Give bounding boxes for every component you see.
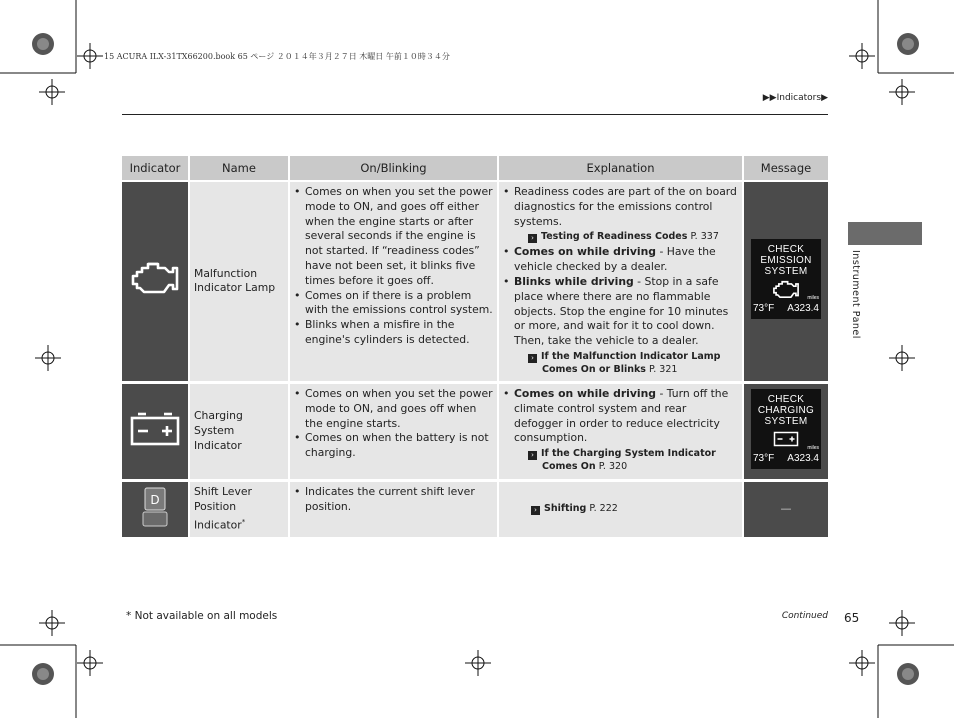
indicator-cell: [122, 384, 190, 482]
explanation-cell: [499, 482, 744, 540]
odometer-readout: A323.4: [787, 303, 819, 315]
message-none: —: [780, 502, 792, 516]
breadcrumb-label: Indicators: [776, 93, 822, 103]
battery-icon: [773, 429, 799, 447]
reference-title: If the Malfunction Indicator Lamp Comes On or Blinks: [541, 350, 721, 375]
temperature-readout: 73°F: [753, 453, 775, 465]
explanation-bold: Comes on while driving: [514, 245, 657, 259]
indicator-cell: [122, 482, 190, 540]
message-line: EMISSION: [760, 255, 812, 267]
continued-label: Continued: [781, 611, 828, 621]
col-header-message: Message: [744, 156, 828, 182]
odometer-unit: miles: [807, 445, 819, 452]
explanation-text: - Have the vehicle checked by a dealer.: [514, 245, 716, 274]
reference-arrow-icon: ›: [531, 506, 540, 515]
list-item: • Indicates the current shift lever position.: [304, 485, 493, 515]
on-blinking-cell: [290, 384, 499, 482]
list-item: [513, 387, 738, 473]
reference-title: Testing of Readiness Codes: [541, 231, 688, 243]
table-header-row: [122, 156, 828, 182]
explanation-bold: Blinks while driving: [514, 274, 634, 288]
svg-text:D: D: [150, 493, 160, 508]
page-number: 65: [844, 611, 860, 625]
list-item: • Comes on if there is a problem with the emissions control system.: [304, 289, 493, 319]
temperature-readout: 73°F: [753, 303, 775, 315]
explanation-cell: [499, 384, 744, 482]
message-display: [751, 239, 821, 319]
indicator-name: Malfunction Indicator Lamp: [194, 266, 276, 295]
odometer-unit: miles: [807, 295, 819, 302]
col-header-indicator: Indicator: [122, 156, 190, 182]
reference-page: P. 321: [649, 363, 678, 375]
reference-arrow-icon: ›: [528, 354, 537, 363]
on-blinking-cell: [290, 482, 499, 540]
explanation-text: Readiness codes are part of the on board diagnostics for the emissions control systems.: [514, 185, 737, 228]
footnote: * Not available on all models: [126, 610, 278, 622]
indicator-name-cell: [190, 182, 290, 384]
check-engine-icon: [128, 259, 182, 299]
reference-page: P. 337: [690, 231, 719, 243]
reference-arrow-icon: ›: [528, 451, 537, 460]
message-cell: [744, 482, 828, 540]
section-tab: [848, 222, 922, 245]
header-rule: [122, 114, 828, 115]
message-line: SYSTEM: [764, 266, 808, 278]
indicator-table: [122, 156, 828, 540]
message-line: SYSTEM: [764, 416, 808, 428]
list-item: [513, 245, 738, 275]
reference-page: P. 222: [589, 503, 618, 515]
message-line: CHECK: [767, 394, 805, 406]
list-item: • Comes on when you set the power mode to ON, and goes off either when the engine starts or after several seconds if the engine is not started. If “readiness codes” have not been set, it blinks five times before it goes off.: [304, 185, 493, 289]
check-engine-icon: [771, 279, 801, 301]
explanation-text: - Turn off the climate control system and rear defogger in order to reduce electricity consumption.: [514, 386, 729, 445]
indicator-name: Shift Lever Position Indicator: [194, 485, 252, 532]
list-item: • Blinks when a misfire in the engine's cylinders is detected.: [304, 318, 493, 348]
explanation-text: - Stop in a safe place where there are no flammable objects. Stop the engine for 10 minutes or more, and wait for it to cool down. Then, take the vehicle to a dealer.: [514, 274, 729, 348]
indicator-name: Charging System Indicator: [194, 409, 243, 452]
odometer-readout: A323.4: [787, 453, 819, 465]
on-blinking-cell: [290, 182, 499, 384]
table-row: [122, 482, 828, 540]
indicator-name-cell: [190, 384, 290, 482]
col-header-on-blinking: On/Blinking: [290, 156, 499, 182]
indicator-cell: [122, 182, 190, 384]
indicator-name-cell: [190, 482, 290, 540]
page-reference[interactable]: [528, 230, 738, 243]
page-reference[interactable]: [528, 447, 738, 473]
list-item: • Comes on when the battery is not charging.: [304, 431, 493, 461]
reference-arrow-icon: ›: [528, 234, 537, 243]
breadcrumb[interactable]: [763, 93, 828, 103]
list-item: [513, 275, 738, 376]
reference-page: P. 320: [598, 461, 628, 473]
reference-title: If the Charging System Indicator Comes On: [541, 448, 716, 473]
col-header-name: Name: [190, 156, 290, 182]
reference-title: Shifting: [544, 503, 587, 515]
breadcrumb-arrows-icon: ▶▶: [762, 93, 777, 103]
print-header: 15 ACURA ILX-31TX66200.book 65 ページ ２０１４年３月２７日 木曜日 午前１０時３４分: [104, 52, 450, 61]
shift-lever-icon: [142, 486, 168, 528]
message-display: [751, 389, 821, 469]
battery-icon: [129, 411, 181, 447]
col-header-explanation: Explanation: [499, 156, 744, 182]
explanation-bold: Comes on while driving: [514, 386, 657, 400]
list-item: [513, 185, 738, 243]
page-reference[interactable]: [528, 350, 738, 376]
breadcrumb-arrow-icon: ▶: [821, 93, 828, 103]
message-line: CHECK: [767, 244, 805, 256]
message-cell: [744, 182, 828, 384]
message-cell: [744, 384, 828, 482]
table-row: [122, 182, 828, 384]
explanation-cell: [499, 182, 744, 384]
page-reference[interactable]: [531, 502, 738, 515]
table-row: [122, 384, 828, 482]
message-line: CHARGING: [757, 405, 815, 417]
list-item: • Comes on when you set the power mode to ON, and goes off when the engine starts.: [304, 387, 493, 431]
footnote-mark: *: [241, 518, 246, 527]
section-label: Instrument Panel: [850, 250, 861, 339]
